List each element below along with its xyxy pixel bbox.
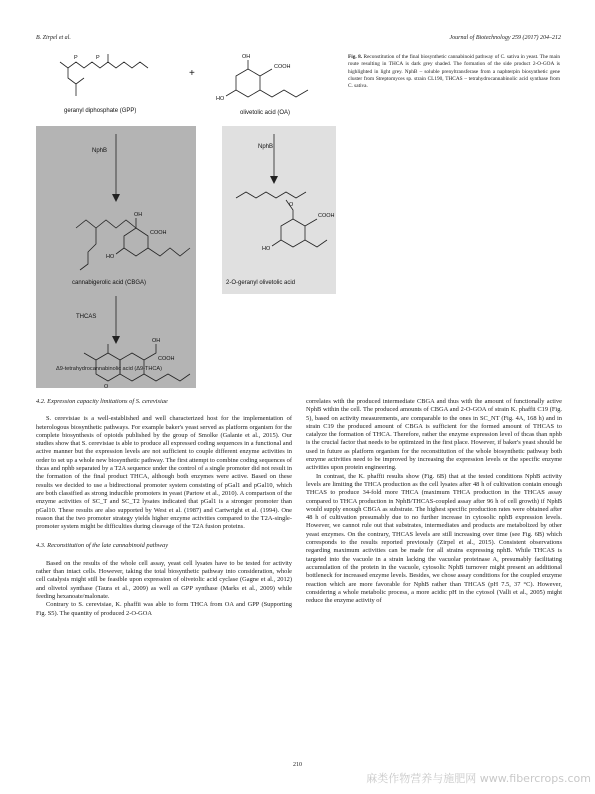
section-heading-4-2: 4.2. Expression capacity limitations of S. cerevisiae xyxy=(36,398,168,405)
figure-number: Fig. 8. xyxy=(348,54,363,60)
pathway-scheme xyxy=(36,48,336,388)
oa-label: olivetolic acid (OA) xyxy=(240,110,291,116)
right-text-column xyxy=(306,398,562,605)
figure-caption-text: Reconstitution of the final biosynthetic cannabinoid pathway of C. sativa in yeast. The main route resulting in THCA is dark grey shaded. The formation of the side product 2-O-GOA is highlighted in light grey. NphB – soluble prenyltransferase from a naphterpin biosynthetic gene cluster from Streptomyces sp. strain CL190, THCAS – tetrahydrocannabinolic acid synthase from C. sativa. xyxy=(348,54,561,90)
thca-label: Δ9-tetrahydrocannabinolic acid (Δ9-THCA) xyxy=(56,366,163,372)
left-text-column xyxy=(36,398,292,618)
thca-hydroxyl: OH xyxy=(152,338,161,344)
goa-ether-oxygen: O xyxy=(289,202,294,208)
running-header-journal: Journal of Biotechnology 259 (2017) 204–212 xyxy=(449,35,561,41)
oa-hydroxyl-top: OH xyxy=(242,54,251,60)
goa-hydroxyl: HO xyxy=(262,246,271,252)
thca-carboxyl: COOH xyxy=(158,356,175,362)
cbga-hydroxyl-left: HO xyxy=(106,254,115,260)
figure-caption xyxy=(348,54,560,90)
goa-carboxyl: COOH xyxy=(318,213,335,219)
oa-carboxyl: COOH xyxy=(274,64,291,70)
thca-ring-oxygen: O xyxy=(104,384,109,388)
nphb-enzyme-label-main: NphB xyxy=(92,148,108,154)
section-heading-4-3: 4.3. Reconstitution of the late cannabinoid pathway xyxy=(36,542,169,550)
pathway-figure xyxy=(36,48,336,388)
cbga-label: cannabigerolic acid (CBGA) xyxy=(72,280,147,286)
body-paragraph: Based on the results of the whole cell assay, yeast cell lysates have to be tested for activity rather than intact cells. However, taking the total biosynthetic pathway into consideration, whole cell catalysis might still be feasible upon expression of olivetolic acid cyclase (Gagne et al., 2012) and olivetol synthase (Taura et al., 2009) as well as GPP synthase (Marks et al., 2009) while feeding hexanoate/malonate. xyxy=(36,559,292,600)
cbga-carboxyl: COOH xyxy=(150,230,167,236)
page-number: 210 xyxy=(293,762,302,768)
cbga-hydroxyl-top: OH xyxy=(134,212,143,218)
running-header-authors: B. Zirpel et al. xyxy=(36,35,71,41)
body-paragraph: Contrary to S. cerevisiae, K. phaffii was able to form THCA from OA and GPP (Supporting Fig. S5). The quantity of produced 2-O-GOA xyxy=(36,601,292,617)
gpp-phosphorus-1: P xyxy=(74,55,78,61)
thcas-enzyme-label: THCAS xyxy=(76,314,97,320)
goa-label: 2-O-geranyl olivetolic acid xyxy=(226,280,296,286)
oa-hydroxyl-left: HO xyxy=(216,96,225,102)
gpp-label: geranyl diphosphate (GPP) xyxy=(64,108,137,114)
gpp-phosphorus-2: P xyxy=(96,55,100,61)
watermark: 麻类作物营养与施肥网 www.fibercrops.com xyxy=(366,772,591,785)
body-paragraph: In contrast, the K. phaffii results show (Fig. 6B) that at the tested conditions NphB activity levels are limiting the THCA production as the cell lysates after 48 h of cultivation contain enough THCAS to produce 34-fold more THCA (maximum THCA production in the THCAS assay compared to THCA production in NphB/THCAS-coupled assay after 96 h of cell growth) if NphB would supply enough CBGA as substrate. The highest specific production rates were obtained after 48 h of cultivation presumably due to no further increase in cytosolic nphB expression levels. However, we cannot rule out that substrates, intermediates and products are metabolized by other yeast enzymes. On the contrary, THCAS levels are still increasing over time (see Fig. 6B) which corresponds to the results reported previously (Zirpel et al., 2015). Consistent observations regarding maximum activities can be made for all strains expressing nphB. While THCAS is targeted into the vacuole in a strain lacking the vacuolar proteinase A, presumably facilitating accumulation of the protein in the vacuole, cytosolic NphB turnover might present an additional bottleneck for increased enzyme levels. Besides, we chose assay conditions for the coupled enzyme reaction which are more favorable for NphB rather than THCAS (pH 7.5, 37 °C). However, considering a whole metabolic process, a more acidic pH in the cytosol (Valli et al., 2005) might reduce the enzyme activity of xyxy=(306,472,562,605)
nphb-enzyme-label-side: NphB xyxy=(258,144,274,150)
body-paragraph: S. cerevisiae is a well-established and well characterized host for the implementation of heterologous biosynthetic pathways. For example baker's yeast served as platform organism for the complete biosynthesis of opioids published by the group of Smolke (Galanie et al., 2015). Our studies show that S. cerevisiae is able to produce all expressed coding sequences in a functional and active manner but the expression levels are not sufficient to couple different enzyme activities in order to set up a whole new biosynthetic pathway. The first attempt to combine coding sequences of thcas and nphb separated by a T2A sequence under the control of a single promoter did not result in the formation of the final product THCA, although both enzymes were active. Based on these results we decided to use a bidirectional promoter system consisting of pGal1 and pGal10, which are both classified as strong inducible promoters in yeast (Partow et al., 2010). A comparison of the enzyme activities of SC_T and SC_T2 lysates indicated that pGal1 is a stronger promoter than pGal10. These results are also supported by West et al. (1987) and Cartwright et al. (1994). One reason that the two promoter strategy yields higher enzyme activities compared to the T2A-single-promoter system might be difficulties during cleavage of the T2A fusion proteins. xyxy=(36,415,292,531)
body-paragraph: correlates with the produced intermediate CBGA and thus with the amount of functionally active NphB within the cell. The produced amounts of CBGA and 2-O-GOA of strain K. phaffii C19 (Fig. 5), based on activity measurements, are comparable to the ones in SC_NT (Fig. 4A, 168 h) and in strain C19 the produced amount of CBGA is sufficient for the formed amount of THCAS to catalyze the formation of THCA. Therefore, rather the enzyme expression level of thcas than nphb is the crucial factor that needs to be optimized in the first place. However, if baker's yeast should be used in future as platform organism for the reconstitution of the whole biosynthetic pathway both enzyme activities need to be improved by increasing the expression levels or the specific enzyme activities upon protein engineering. xyxy=(306,398,562,472)
reaction-plus-sign: + xyxy=(189,68,195,79)
